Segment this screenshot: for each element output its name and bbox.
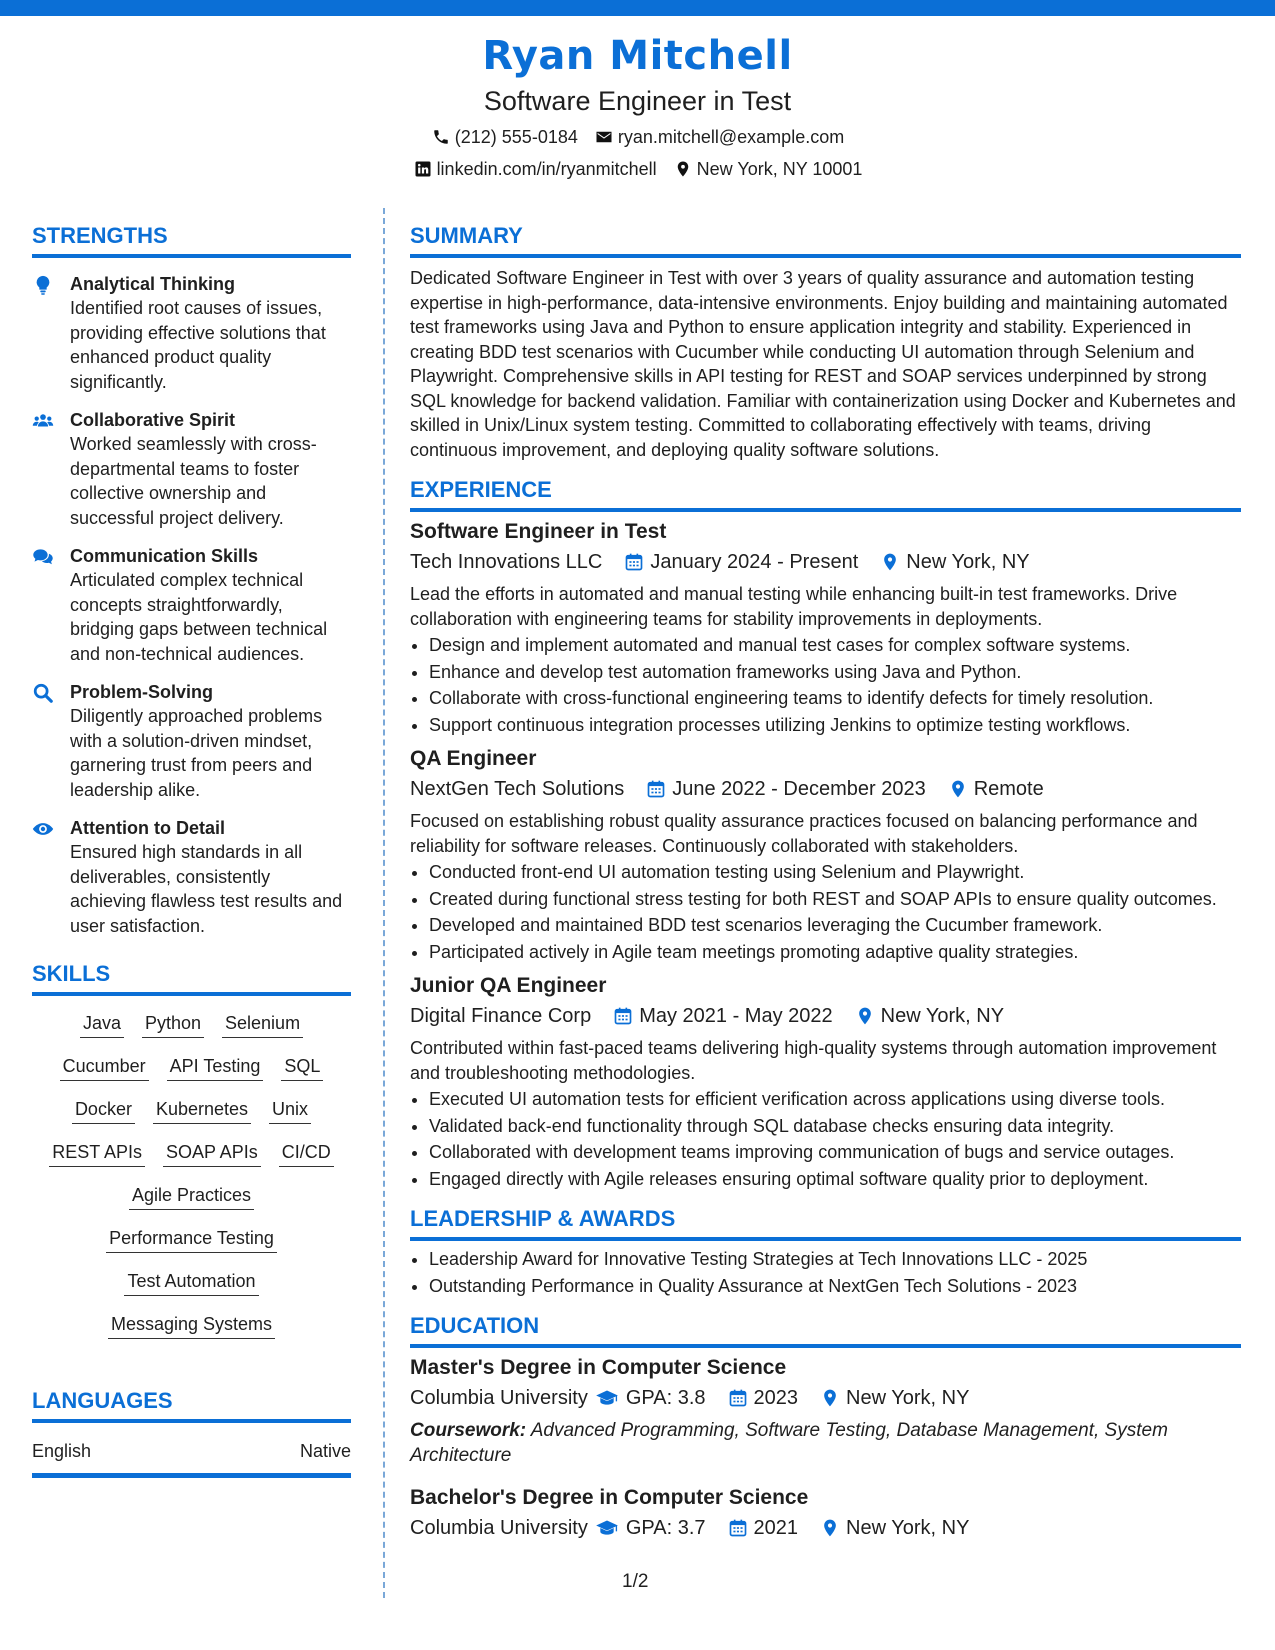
contact-row-1: [0, 125, 1275, 149]
award-item: • Outstanding Performance in Quality Assurance at NextGen Tech Solutions - 2023: [429, 1274, 1241, 1299]
strength-item: [32, 408, 351, 530]
degree-name: Bachelor's Degree in Computer Science: [410, 1486, 809, 1509]
linkedin-text: linkedin.com/in/ryanmitchell: [436, 159, 657, 179]
job-entry: [410, 972, 1241, 1191]
phone-text: (212) 555-0184: [454, 127, 578, 147]
job-bullet: • Conducted front-end UI automation testing using Selenium and Playwright.: [429, 860, 1241, 885]
calendar-icon: [728, 1388, 748, 1408]
skill-tag: Python: [142, 1012, 204, 1038]
degree-school: Columbia University: [410, 1517, 588, 1539]
job-description: Focused on establishing robust quality assurance practices focused on balancing performance and reliability for software releases. Continuously collaborated with stakeholders.: [410, 811, 1198, 856]
strength-item: [32, 816, 351, 938]
job-bullets: [410, 860, 1241, 964]
skill-tag: API Testing: [167, 1055, 264, 1081]
skill-tag: Selenium: [222, 1012, 303, 1038]
contact-email[interactable]: [594, 125, 844, 149]
job-bullet: • Executed UI automation tests for efficient verification across applications using diverse tools.: [429, 1087, 1241, 1112]
language-level: Native: [299, 1441, 351, 1461]
skill-tag: Unix: [269, 1098, 311, 1124]
degree-gpa: GPA: 3.7: [625, 1517, 706, 1539]
job-title: QA Engineer: [410, 747, 537, 770]
job-meta: [410, 1002, 1241, 1030]
degree-location: New York, NY: [846, 1517, 970, 1539]
job-dates: May 2021 - May 2022: [639, 1005, 833, 1027]
job-bullet: • Validated back-end functionality through SQL database checks ensuring data integrity.: [429, 1114, 1241, 1139]
graduation-cap-icon: [594, 1388, 620, 1408]
coursework: [410, 1418, 1241, 1468]
summary-title: SUMMARY: [410, 222, 1241, 258]
award-item: • Leadership Award for Innovative Testing Strategies at Tech Innovations LLC - 2025: [429, 1247, 1241, 1272]
map-pin-icon: [948, 779, 968, 799]
skill-tag: CI/CD: [279, 1141, 334, 1167]
strength-item: [32, 544, 351, 666]
coursework-label: Coursework:: [410, 1420, 527, 1441]
calendar-icon: [624, 552, 644, 572]
contact-location: [673, 157, 863, 181]
strengths-section: [32, 222, 351, 938]
strength-name: Problem-Solving: [70, 682, 214, 702]
job-bullet: • Created during functional stress testing for both REST and SOAP APIs to ensure quality outcomes.: [429, 887, 1241, 912]
left-column: [32, 222, 351, 1478]
coursework-text: Advanced Programming, Software Testing, Database Management, System Architecture: [410, 1420, 1168, 1466]
map-pin-icon: [820, 1388, 840, 1408]
strength-desc: Articulated complex technical concepts straightforwardly, bridging gaps between technical and non-technical audiences.: [70, 570, 328, 664]
contact-row-2: [0, 157, 1275, 181]
job-company: Tech Innovations LLC: [410, 551, 603, 573]
map-pin-icon: [855, 1006, 875, 1026]
skill-tag: Java: [80, 1012, 124, 1038]
contact-linkedin[interactable]: [413, 157, 657, 181]
degree-school: Columbia University: [410, 1387, 588, 1409]
strength-name: Communication Skills: [70, 546, 259, 566]
languages-section: [32, 1387, 351, 1478]
degree-location: New York, NY: [846, 1387, 970, 1409]
page-number: 1/2: [622, 1571, 649, 1592]
job-bullet: • Design and implement automated and manual test cases for complex software systems.: [429, 633, 1241, 658]
experience-section: [410, 476, 1241, 1191]
leadership-section: [410, 1205, 1241, 1298]
job-dates: June 2022 - December 2023: [672, 778, 926, 800]
job-bullet: • Engaged directly with Agile releases ensuring optimal software quality prior to deployment.: [429, 1167, 1241, 1192]
strength-desc: Diligently approached problems with a solution-driven mindset, garnering trust from peers and leadership alike.: [70, 706, 323, 800]
job-dates: January 2024 - Present: [650, 551, 859, 573]
strength-desc: Ensured high standards in all deliverables, consistently achieving flawless test results and user satisfaction.: [70, 842, 343, 936]
degree-entry: [410, 1484, 1241, 1542]
right-column: [410, 222, 1241, 1542]
education-section: [410, 1312, 1241, 1542]
skill-tag: Cucumber: [60, 1055, 149, 1081]
job-description: Contributed within fast-paced teams delivering high-quality systems through automation improvement and troubleshooting methodologies.: [410, 1038, 1217, 1083]
skill-tag: SOAP APIs: [163, 1141, 261, 1167]
strength-desc: Identified root causes of issues, providing effective solutions that enhanced product quality significantly.: [70, 298, 326, 392]
degree-year: 2021: [753, 1517, 799, 1539]
skills-title: SKILLS: [32, 960, 351, 996]
job-bullet: • Participated actively in Agile team meetings promoting adaptive quality strategies.: [429, 940, 1241, 965]
job-bullets: [410, 1087, 1241, 1191]
skills-list: [32, 996, 351, 1339]
map-pin-icon: [673, 159, 693, 179]
education-title: EDUCATION: [410, 1312, 1241, 1348]
strength-item: [32, 272, 351, 394]
job-description: Lead the efforts in automated and manual testing while enhancing built-in test frameworks. Drive collaboration with engineering teams for stability improvements in deployments.: [410, 584, 1178, 629]
skill-tag: SQL: [281, 1055, 323, 1081]
map-pin-icon: [880, 552, 900, 572]
users-icon: [32, 408, 70, 530]
envelope-icon: [594, 127, 614, 147]
top-accent-bar: [0, 0, 1275, 16]
skill-tag: Performance Testing: [106, 1227, 277, 1253]
job-location: Remote: [973, 778, 1044, 800]
comments-icon: [32, 544, 70, 666]
job-bullet: • Enhance and develop test automation frameworks using Java and Python.: [429, 660, 1241, 685]
summary-text: Dedicated Software Engineer in Test with over 3 years of quality assurance and automation testing expertise in high-performance, data-intensive environments. Enjoy building and maintaining automated test frameworks using Java and Python to ensure application integrity and stability. Experienced in creating BDD test scenarios with Cucumber while conducting UI automation through Selenium and Playwright. Comprehensive skills in API testing for REST and SOAP services underpinned by strong SQL knowledge for backend validation. Familiar with containerization using Docker and Kubernetes and skilled in Unix/Linux system testing. Committed to collaborating effectively with teams, driving continuous improvement, and deploying quality software solutions.: [410, 268, 1236, 460]
skill-tag: Agile Practices: [129, 1184, 254, 1210]
email-text: ryan.mitchell@example.com: [617, 127, 845, 147]
graduation-cap-icon: [594, 1518, 620, 1538]
degree-year: 2023: [753, 1387, 799, 1409]
strength-desc: Worked seamlessly with cross-departmental teams to foster collective ownership and successful project delivery.: [70, 434, 317, 528]
contact-phone: [431, 125, 578, 149]
candidate-name: Ryan Mitchell: [482, 33, 793, 79]
job-title: Software Engineer in Test: [410, 520, 667, 543]
calendar-icon: [646, 779, 666, 799]
degree-meta: [410, 1514, 1241, 1542]
strength-name: Collaborative Spirit: [70, 410, 236, 430]
job-location: New York, NY: [906, 551, 1030, 573]
calendar-icon: [613, 1006, 633, 1026]
skill-tag: Docker: [72, 1098, 135, 1124]
job-entry: [410, 518, 1241, 737]
languages-title: LANGUAGES: [32, 1387, 351, 1423]
degree-entry: [410, 1354, 1241, 1468]
column-divider: [383, 208, 385, 1598]
search-icon: [32, 680, 70, 802]
degree-name: Master's Degree in Computer Science: [410, 1356, 787, 1379]
job-meta: [410, 548, 1241, 576]
degree-meta: [410, 1384, 1241, 1412]
job-bullet: • Collaborated with development teams improving communication of bugs and service outages.: [429, 1140, 1241, 1165]
job-entry: [410, 745, 1241, 964]
strength-name: Analytical Thinking: [70, 274, 236, 294]
phone-icon: [431, 127, 451, 147]
language-row: [32, 1439, 351, 1478]
language-name: English: [32, 1441, 92, 1461]
skill-tag-row: [38, 1227, 345, 1253]
job-bullet: • Developed and maintained BDD test scenarios leveraging the Cucumber framework.: [429, 913, 1241, 938]
leadership-title: LEADERSHIP & AWARDS: [410, 1205, 1241, 1241]
skill-tag: Messaging Systems: [108, 1313, 275, 1339]
job-bullets: [410, 633, 1241, 737]
job-location: New York, NY: [880, 1005, 1005, 1027]
strength-item: [32, 680, 351, 802]
skill-tag: REST APIs: [49, 1141, 145, 1167]
job-company: NextGen Tech Solutions: [410, 778, 625, 800]
job-meta: [410, 775, 1241, 803]
skill-tag-row: [38, 1270, 345, 1296]
candidate-title: Software Engineer in Test: [483, 86, 792, 116]
map-pin-icon: [820, 1518, 840, 1538]
job-title: Junior QA Engineer: [410, 974, 607, 997]
job-bullet: • Support continuous integration processes utilizing Jenkins to optimize testing workflows.: [429, 713, 1241, 738]
calendar-icon: [728, 1518, 748, 1538]
strength-name: Attention to Detail: [70, 818, 225, 838]
lightbulb-icon: [32, 272, 70, 394]
strengths-title: STRENGTHS: [32, 222, 351, 258]
skill-tag-row: [38, 1313, 345, 1339]
leadership-bullets: [410, 1247, 1241, 1298]
job-company: Digital Finance Corp: [410, 1005, 592, 1027]
location-text: New York, NY 10001: [696, 159, 863, 179]
skills-section: [32, 960, 351, 1339]
job-bullet: • Collaborate with cross-functional engineering teams to identify defects for timely resolution.: [429, 686, 1241, 711]
summary-section: [410, 222, 1241, 462]
skill-tag: Kubernetes: [153, 1098, 251, 1124]
linkedin-icon: [413, 159, 433, 179]
degree-gpa: GPA: 3.8: [625, 1387, 706, 1409]
resume-header: [0, 30, 1275, 181]
skill-tag: Test Automation: [124, 1270, 258, 1296]
experience-title: EXPERIENCE: [410, 476, 1241, 512]
skill-tag-row: [38, 1184, 345, 1210]
eye-icon: [32, 816, 70, 938]
